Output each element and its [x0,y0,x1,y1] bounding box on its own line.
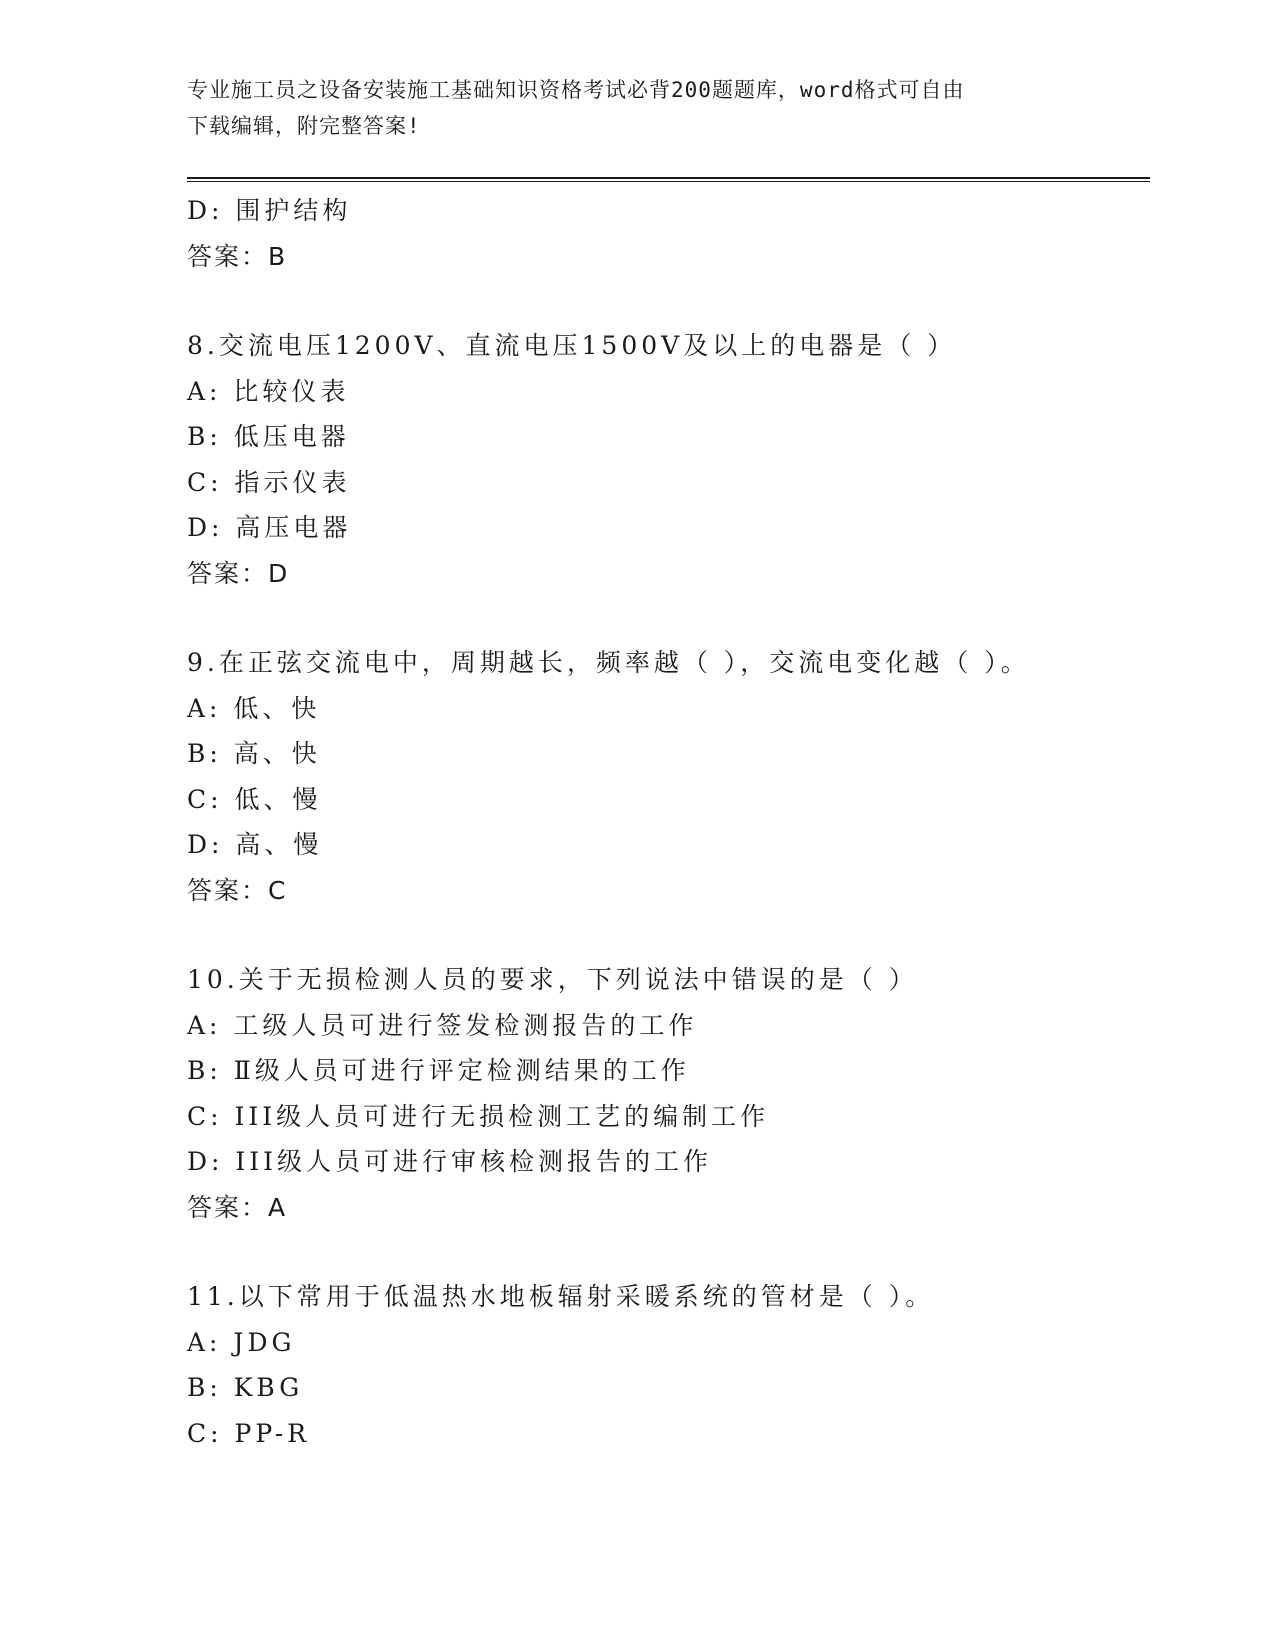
header-divider-thin [187,181,1150,182]
question-stem: 9.在正弦交流电中，周期越长，频率越（ ），交流电变化越（ ）。 [187,648,1030,677]
option-d: D: 高压电器 [187,513,352,542]
spacer [187,596,1150,640]
option-c: C: III级人员可进行无损检测工艺的编制工作 [187,1101,770,1131]
option-d: D: 高、慢 [187,830,323,859]
question-block-9 [187,640,1150,913]
header-divider-thick [187,177,1150,179]
option-a: A: JDG [187,1327,296,1357]
header-line-2: 下载编辑，附完整答案! [187,114,421,138]
option-c: C: PP-R [187,1418,311,1448]
option-d: D: 围护结构 [187,196,352,225]
option-b: B: 高、快 [187,739,321,768]
question-block-8 [187,323,1150,596]
answer-line: 答案：C [187,875,288,905]
spacer [187,913,1150,957]
option-c: C: 低、慢 [187,784,322,814]
question-block-10 [187,957,1150,1230]
option-b: B: Ⅱ级人员可进行评定检测结果的工作 [187,1056,690,1085]
answer-line: 答案：D [187,558,290,588]
answer-line: 答案：B [187,241,288,271]
spacer [187,279,1150,323]
spacer [187,1230,1150,1274]
question-list [187,188,1150,1456]
option-a: A: 比较仪表 [187,376,350,406]
option-c: C: 指示仪表 [187,467,351,497]
option-b: B: KBG [187,1373,304,1402]
question-stem: 11.以下常用于低温热水地板辐射采暖系统的管材是（ ）。 [187,1282,935,1311]
question-block-7-partial [187,188,1150,279]
option-a: A: 低、快 [187,693,321,723]
document-header [187,72,1087,144]
question-stem: 10.关于无损检测人员的要求，下列说法中错误的是（ ） [187,965,918,994]
option-a: A: 工级人员可进行签发检测报告的工作 [187,1010,698,1040]
option-b: B: 低压电器 [187,422,350,451]
option-d: D: III级人员可进行审核检测报告的工作 [187,1147,713,1176]
header-line-1: 专业施工员之设备安装施工基础知识资格考试必背200题题库，word格式可自由 [187,78,965,102]
answer-line: 答案：A [187,1192,288,1222]
question-block-11 [187,1274,1150,1456]
question-stem: 8.交流电压1200V、直流电压1500V及以上的电器是（ ） [187,331,957,360]
